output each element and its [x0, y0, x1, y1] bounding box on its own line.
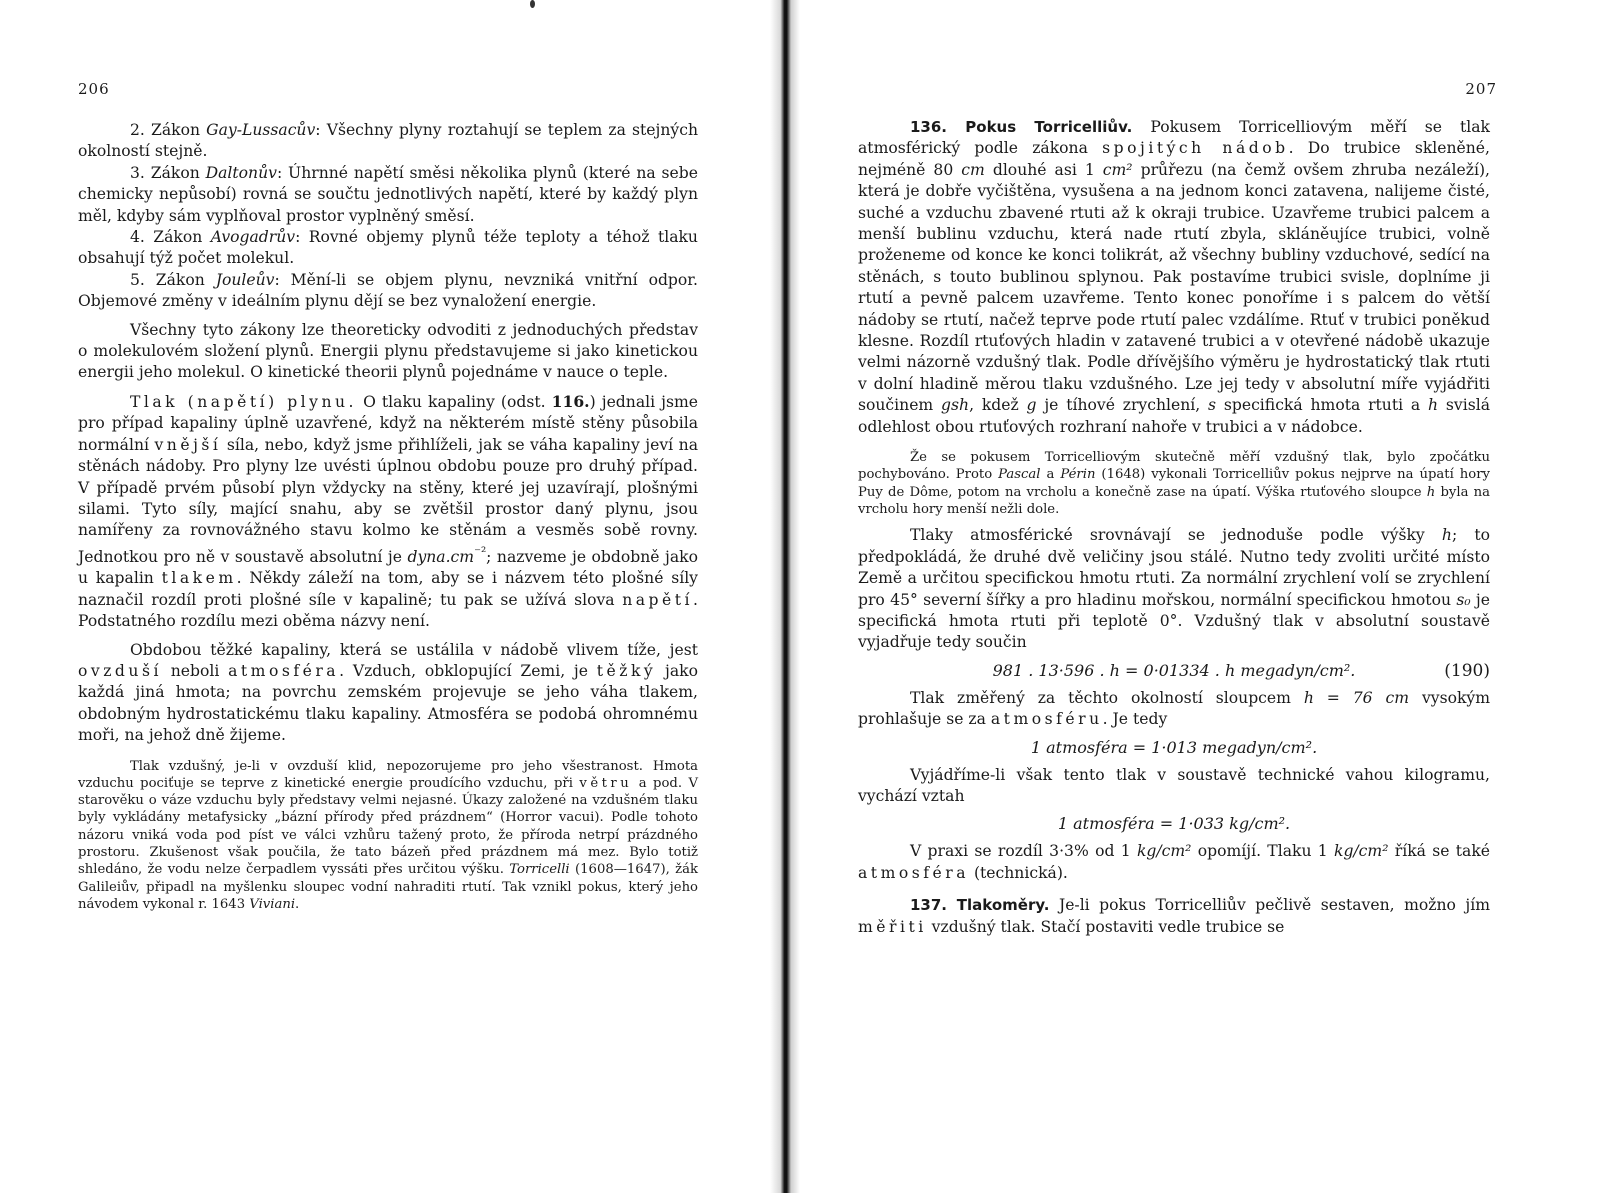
pascal-perin-note-small-print: Že se pokusem Torricelliovým skutečně měří vzdušný tlak, bylo zpočátku pochybováno. Proto Pascal a Périn (1648) vykonali Torricelliův pokus nejprve na úpatí hory Puy de Dôme, potom na vrcholu a konečně zase na úpatí. Výška rtuťového sloupce h byla na vrcholu hory menší nežli dole. [858, 450, 1490, 517]
law-avogadro: 4. Zákon Avogadrův: Rovné objemy plynů téže teploty a téhož tlaku obsahují týž počet molekul. [78, 228, 698, 268]
right-page-number: 207 [1465, 80, 1497, 98]
gas-pressure-paragraph: Tlak (napětí) plynu. O tlaku kapaliny (odst. 116.) jednali jsme pro případ kapaliny úplně uzavřené, když na některém místě stěny působila normální vnější síla, nebo, když jsme přihlíželi, jak se váha kapaliny jeví na stěnách nádoby. Pro plyny lze uvésti úplnou obdobu pouze pro druhý případ. V případě prvém působí plyn vždycky na stěny, které jej uzavírají, plošnými silami. Tyto síly, mající snahu, aby se zvětšil prostor daný plynu, jsou namířeny za rovnovážného stavu kolmo ke stěnám a vesměs sobě rovny. Jednotkou pro ně v soustavě absolutní je $dyna.cm^{^{-2}}$; nazveme je obdobně jako u kapalin tlakem. Někdy záleží na tom, aby se i názvem této plošné síly naznačil rozdíl proti plošné síle v kapalině; tu pak se užívá slova napětí. Podstatného rozdílu mezi oběma názvy není. [78, 391, 698, 631]
book-gutter [770, 0, 800, 1193]
laws-summary-paragraph: Všechny tyto zákony lze theoreticky odvoditi z jednoduchých představ o molekulovém složení plynů. Energii plynu představujeme si jako kinetickou energii jeho molekul. O kinetické theorii plynů pojednáme v nauce o teple. [78, 320, 698, 382]
measured-pressure-paragraph: Tlak změřený za těchto okolností sloupcem h = 76 cm vysokým prohlašuje se za atmosféru. Je tedy [858, 688, 1491, 729]
section-136-torricelli: 136. Pokus Torricelliův. Pokusem Torricelliovým měří se tlak atmosférický podle zákona spojitých nádob. Do trubice skleněné, nejméně 80 cm dlouhé asi 1 cm² průřezu (na čemž ovšem zhruba nezáleží), která je dobře vyčištěna, vysušena a na jednom konci zatavena, nalijeme čisté, suché a vzduchu zbavené rtuti až k okraji trubice. Uzavřeme trubici palcem a menší bublinu vzduchu, která nade rtutí zbyla, skláněujíce trubici, volně proženeme od konce ke konci tolikrát, až všechny bubliny vzduchové, sedící na stěnách, s touto bublinou splynou. Pak postavíme trubici svisle, doplníme ji rtutí a pevně palcem uzavřeme. Tento konec ponoříme i s palcem do větší nádoby se rtutí, načež teprve pode rtutí palec vzdálíme. Rtuť v trubici poněkud klesne. Rozdíl rtuťových hladin v zatavené trubici a v otevřené nádobě ukazuje velmi názorně vzdušný tlak. Podle dřívějšího výměru je hydrostatický tlak rtuti v dolní hladině měrou tlaku vzdušného. Lze jej tedy v absolutní míře vyjádřiti součinem gsh, kdež g je tíhové zrychlení, s specifická hmota rtuti a h svislá odlehlost obou rtuťových rozhraní nahoře v trubici a v nádobce. [858, 118, 1490, 436]
right-text-column [858, 117, 1490, 938]
equation-atmosphere-technical: 1 atmosféra = 1·033 kg/cm². [1057, 814, 1291, 834]
atmosphere-paragraph: Obdobou těžké kapaliny, která se ustálila v nádobě vlivem tíže, jest ovzduší neboli atmosféra. Vzduch, obklopující Zemi, je těžký jako každá jiná hmota; na povrchu zemském projevuje se jeho váha tlakem, obdobným hydrostatickému tlaku kapaliny. Atmosféra se podobá ohromnému moři, na jehož dně žijeme. [78, 640, 698, 745]
section-136-heading: 136. Pokus Torricelliův. [910, 118, 1133, 136]
technical-units-paragraph: Vyjádříme-li však tento tlak v soustavě technické vahou kilogramu, vychází vztah [858, 765, 1490, 805]
practice-difference-paragraph: V praxi se rozdíl 3·3% od 1 kg/cm² opomíjí. Tlaku 1 kg/cm² říká se také atmosféra (technická). [858, 842, 1490, 882]
section-137-tlakomery: 137. Tlakoměry. Je-li pokus Torricelliův pečlivě sestaven, možno jím měřiti vzdušný tlak. Stačí postaviti vedle trubice se [858, 896, 1490, 936]
law-dalton: 3. Zákon Daltonův: Úhrnné napětí směsi několika plynů (které na sebe chemicky nepůsobí) rovná se součtu jednotlivých napětí, které by každý plyn měl, kdyby sám vyplňoval prostor vyplněný směsí. [78, 163, 698, 225]
historical-note-small-print: Tlak vzdušný, je-li v ovzduší klid, nepozorujeme pro jeho všestranost. Hmota vzduchu pociťuje se teprve z kinetické energie proudícího vzduchu, při větru a pod. V starověku o váze vzduchu byly představy velmi nejasné. Úkazy založené na vzdušném tlaku byly vykládány metafysicky „bázní přírody před prázdnem“ (Horror vacui). Podle tohoto názoru vniká voda pod píst ve válci vzhůru tažený proto, že příroda netrpí prázdného prostoru. Zkušenost však poučila, že tato bázeň před prázdnem má mez. Bylo totiž shledáno, že vodu nelze čerpadlem vyssáti přes určitou výšku. Torricelli (1608—1647), žák Galileiův, připadl na myšlenku sloupec vodní nahraditi rtutí. Tak vznikl pokus, který jeho návodem vykonal r. 1643 Viviani. [78, 758, 699, 912]
left-text-column [78, 120, 698, 913]
equation-atmosphere-absolute: 1 atmosféra = 1·013 megadyn/cm². [1030, 737, 1318, 757]
left-page [0, 0, 770, 1193]
right-page [800, 0, 1612, 1193]
atmospheric-comparison-paragraph: Tlaky atmosférické srovnávají se jednoduše podle výšky h; to předpokládá, že druhé dvě veličiny jsou stálé. Nutno tedy zvoliti určité místo Země a určitou specifickou hmotu rtuti. Za normální zrychlení volí se zrychlení pro 45° severní šířky a pro hladinu mořskou, normální specifickou hmotou s₀ je specifická hmota rtuti při teplotě 0°. Vzdušný tlak v absolutní soustavě vyjadřuje tedy součin [858, 526, 1490, 652]
law-gay-lussac: 2. Zákon Gay-Lussacův: Všechny plyny roztahují se teplem za stejných okolností stejně. [78, 121, 698, 161]
equation-190-expression: 981 . 13·596 . h = 0·01334 . h megadyn/cm². [992, 660, 1356, 680]
left-page-number: 206 [78, 80, 110, 98]
equation-190 [858, 654, 1490, 688]
section-137-heading: 137. Tlakoměry. [910, 896, 1050, 915]
equation-190-number: (190) [1444, 660, 1490, 681]
law-joule: 5. Zákon Jouleův: Mění-li se objem plynu, nevzniká vnitřní odpor. Objemové změny v ideálním plynu dějí se bez vynaložení energie. [78, 270, 699, 311]
